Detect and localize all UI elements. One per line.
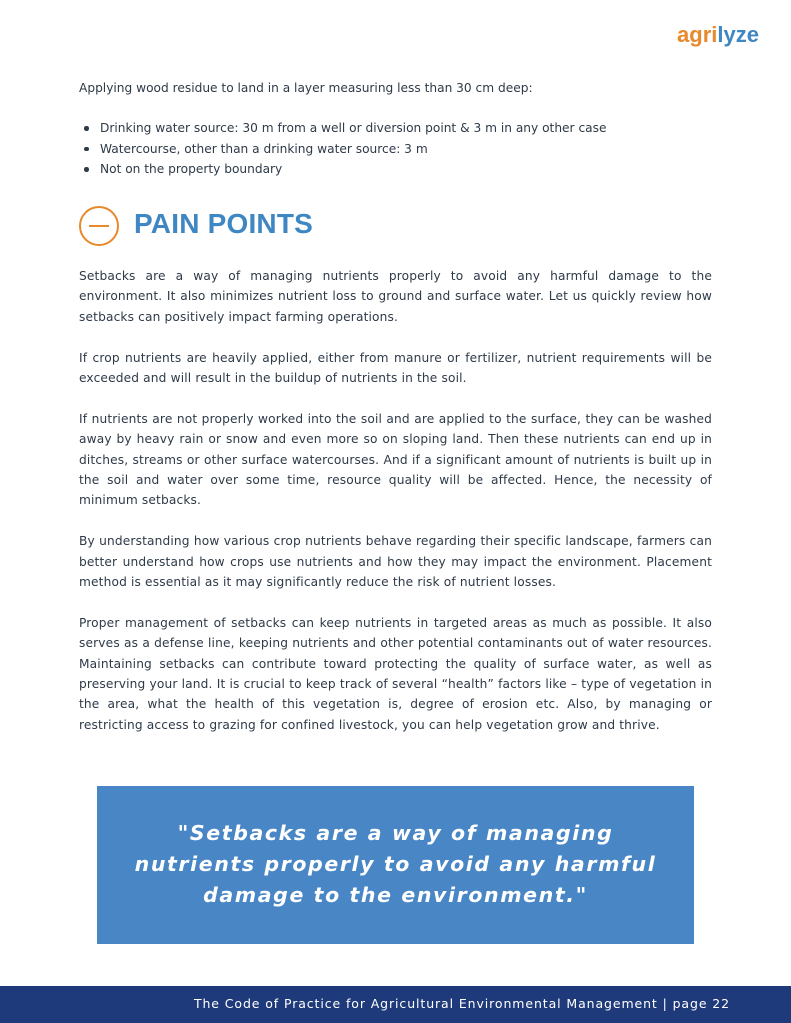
paragraph: Proper management of setbacks can keep nutrients in targeted areas as much as possible. It also serves as a defense line, keeping nutrients and other potential contaminants out of water resources. Maintaining setbacks can contribute toward protecting the quality of surface water, as well as preserving your land. It is crucial to keep track of several “health” factors like – type of vegetation in the area, what the health of this vegetation is, degree of erosion etc. Also, by managing or restricting access to grazing for confined livestock, you can help vegetation grow and thrive.: [79, 615, 712, 732]
paragraph: If crop nutrients are heavily applied, either from manure or fertilizer, nutrient requirements will be exceeded and will result in the buildup of nutrients in the soil.: [79, 350, 712, 386]
logo-part2: lyze: [717, 22, 759, 47]
list-item: Watercourse, other than a drinking water source: 3 m: [79, 139, 606, 160]
footer-text: The Code of Practice for Agricultural Environmental Management | page 22: [193, 996, 730, 1011]
paragraph: By understanding how various crop nutrients behave regarding their specific landscape, farmers can better understand how crops use nutrients and how they may impact the environment. Placement method is essential as it may significantly reduce the risk of nutrient losses.: [79, 534, 712, 590]
pull-quote-text: "Setbacks are a way of managing nutrients properly to avoid any harmful damage to the environment.": [134, 821, 657, 907]
paragraph: Setbacks are a way of managing nutrients properly to avoid any harmful damage to the environment. It also minimizes nutrient loss to ground and surface water. Let us quickly review how setbacks can positively impact farming operations.: [79, 269, 712, 324]
section-body: [79, 266, 712, 756]
intro-text: Applying wood residue to land in a layer measuring less than 30 cm deep:: [79, 81, 533, 95]
agrilyze-logo: [677, 22, 759, 48]
pull-quote-box: [97, 786, 694, 944]
list-item: Not on the property boundary: [79, 159, 606, 180]
page-footer: [0, 986, 791, 1023]
list-item: Drinking water source: 30 m from a well or diversion point & 3 m in any other case: [79, 118, 606, 139]
section-heading: PAIN POINTS: [134, 208, 314, 239]
minus-circle-icon: [79, 206, 119, 246]
setback-list: [79, 118, 606, 180]
paragraph: If nutrients are not properly worked into the soil and are applied to the surface, they can be washed away by heavy rain or snow and even more so on sloping land. Then these nutrients can end up in ditches, streams or other surface watercourses. And if a significant amount of nutrients is built up in the soil and water over some time, resource quality will be affected. Hence, the necessity of minimum setbacks.: [79, 411, 712, 508]
logo-part1: agri: [677, 22, 718, 47]
